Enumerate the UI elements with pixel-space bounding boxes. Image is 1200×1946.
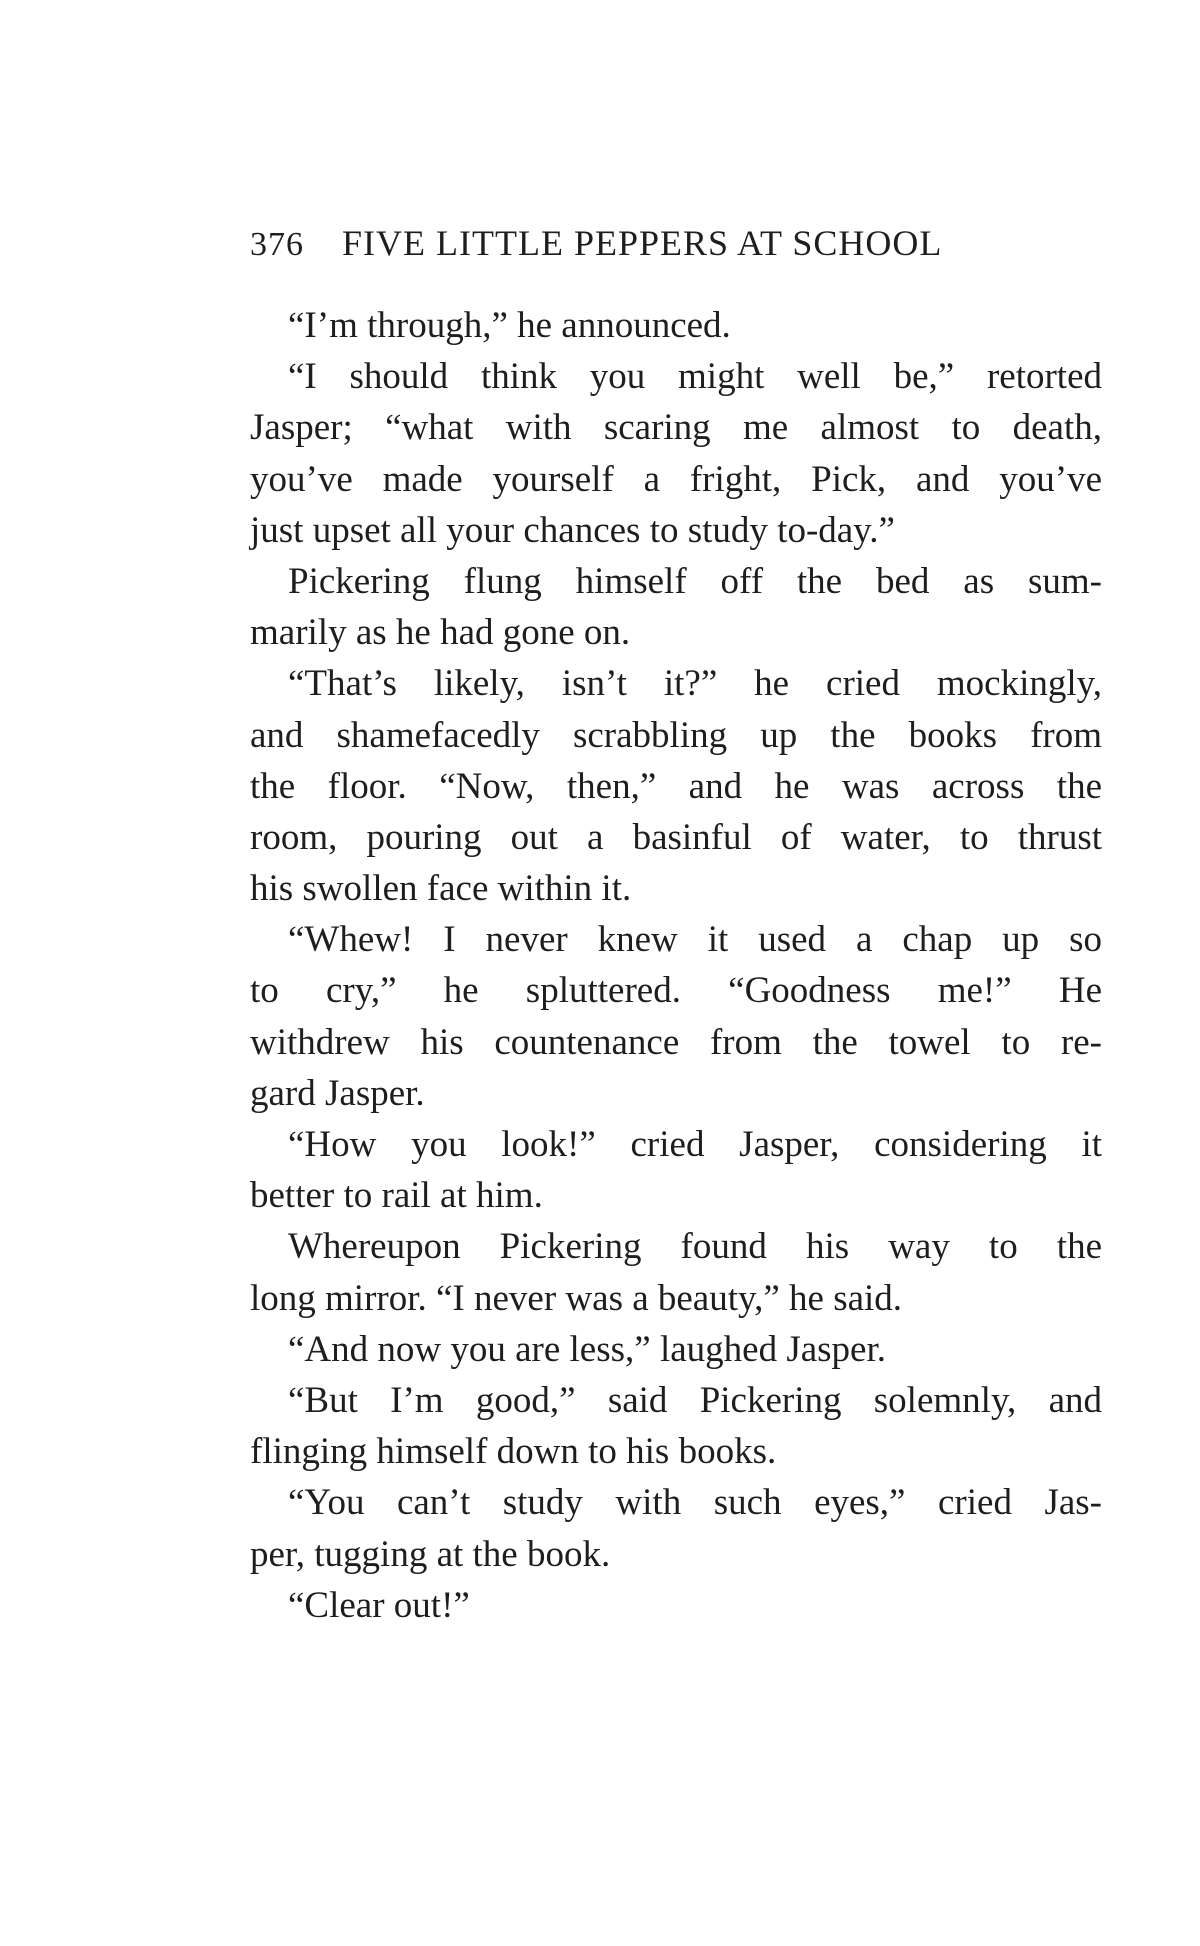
text-line: “I’m through,” he announced. [288, 305, 731, 346]
paragraph [250, 658, 1102, 914]
text-line: marily as he had gone on. [250, 612, 631, 654]
text-line: long mirror. “I never was a beauty,” he said. [250, 1277, 903, 1319]
text-line: better to rail at him. [250, 1175, 543, 1217]
text-line: just upset all your chances to study to-day.” [250, 509, 895, 551]
running-title: FIVE LITTLE PEPPERS AT SCHOOL [342, 223, 943, 263]
paragraph [250, 300, 1102, 351]
text-line: room, pouring out a basinful of water, to thrust [250, 816, 1102, 858]
text-line: you’ve made yourself a fright, Pick, and you’ve [250, 458, 1102, 500]
text-line: Whereupon Pickering found his way to the [288, 1226, 1102, 1268]
text-line: and shamefacedly scrabbling up the books from [250, 714, 1102, 756]
text-line: “Clear out!” [288, 1584, 470, 1626]
paragraph [250, 1375, 1102, 1477]
page-number: 376 [250, 226, 304, 263]
text-line: flinging himself down to his books. [250, 1431, 777, 1473]
paragraph [250, 351, 1102, 556]
paragraph [250, 914, 1102, 1119]
text-line: Jasper; “what with scaring me almost to death, [250, 407, 1102, 449]
paragraph [250, 556, 1102, 658]
text-line: “But I’m good,” said Pickering solemnly, and [288, 1379, 1102, 1421]
text-line: “And now you are less,” laughed Jasper. [288, 1328, 886, 1370]
text-line: to cry,” he spluttered. “Goodness me!” He [250, 970, 1102, 1012]
text-line: Pickering flung himself off the bed as sum- [288, 560, 1102, 602]
body-text [250, 300, 1102, 1631]
text-line: “Whew! I never knew it used a chap up so [288, 919, 1102, 961]
text-line: per, tugging at the book. [250, 1533, 611, 1575]
text-line: the floor. “Now, then,” and he was across the [250, 765, 1102, 807]
paragraph [250, 1221, 1102, 1323]
text-line: withdrew his countenance from the towel to re- [250, 1021, 1102, 1063]
text-line: “How you look!” cried Jasper, considering it [288, 1124, 1102, 1165]
paragraph [250, 1477, 1102, 1579]
text-line: “I should think you might well be,” retorted [288, 356, 1102, 398]
running-header [250, 218, 1102, 268]
text-line: “That’s likely, isn’t it?” he cried mockingly, [288, 663, 1102, 705]
text-line: gard Jasper. [250, 1072, 425, 1114]
paragraph [250, 1119, 1102, 1221]
paragraph [250, 1324, 1102, 1375]
paragraph [250, 1580, 1102, 1631]
text-line: his swollen face within it. [250, 868, 632, 910]
text-line: “You can’t study with such eyes,” cried Jas- [288, 1482, 1102, 1524]
